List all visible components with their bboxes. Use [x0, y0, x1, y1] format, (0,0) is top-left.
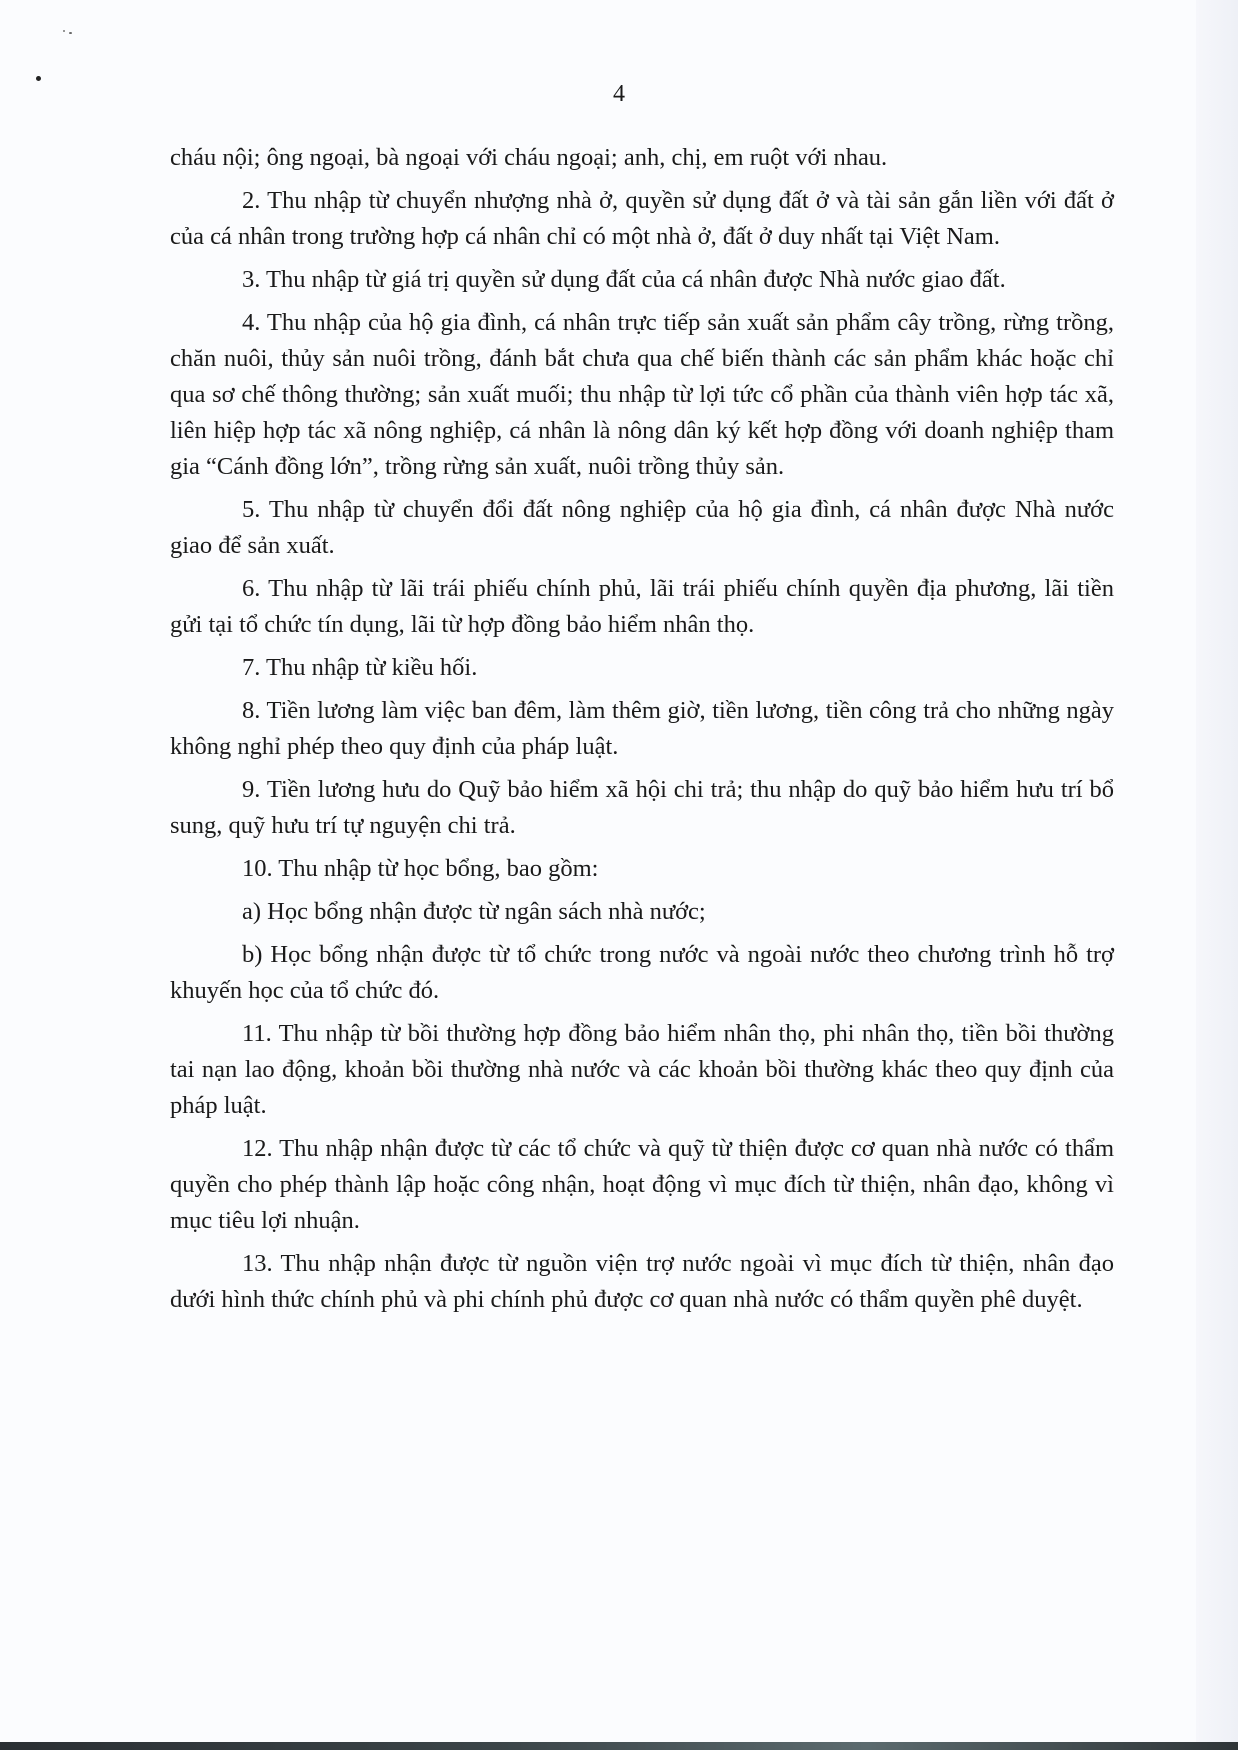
paragraph-item-3: 3. Thu nhập từ giá trị quyền sử dụng đất của cá nhân được Nhà nước giao đất. — [242, 266, 1006, 293]
paragraph-item-7: 7. Thu nhập từ kiều hối. — [242, 654, 478, 681]
paragraph-item-5: 5. Thu nhập từ chuyển đổi đất nông nghiệp của hộ gia đình, cá nhân được Nhà nước giao để sản xuất. — [170, 496, 1114, 559]
paragraph-item-13: 13. Thu nhập nhận được từ nguồn viện trợ nước ngoài vì mục đích từ thiện, nhân đạo dưới hình thức chính phủ và phi chính phủ được cơ quan nhà nước có thẩm quyền phê duyệt. — [170, 1250, 1114, 1313]
paragraph-continuation: cháu nội; ông ngoại, bà ngoại với cháu ngoại; anh, chị, em ruột với nhau. — [170, 144, 888, 171]
paragraph-item-12: 12. Thu nhập nhận được từ các tổ chức và quỹ từ thiện được cơ quan nhà nước có thẩm quyền cho phép thành lập hoặc công nhận, hoạt động vì mục đích từ thiện, nhân đạo, không vì mục tiêu lợi nhuận. — [170, 1135, 1114, 1234]
scan-shadow-right — [1196, 0, 1238, 1742]
scan-edge-bottom — [0, 1742, 1238, 1750]
document-body — [170, 140, 1114, 1325]
scan-speck — [69, 32, 72, 34]
paragraph-item-10a: a) Học bổng nhận được từ ngân sách nhà nước; — [242, 898, 706, 925]
page-number: 4 — [613, 81, 625, 107]
paragraph-item-9: 9. Tiền lương hưu do Quỹ bảo hiểm xã hội chi trả; thu nhập do quỹ bảo hiểm hưu trí bổ sung, quỹ hưu trí tự nguyện chi trả. — [170, 776, 1114, 839]
paragraph-item-2: 2. Thu nhập từ chuyển nhượng nhà ở, quyền sử dụng đất ở và tài sản gắn liền với đất ở của cá nhân trong trường hợp cá nhân chỉ có một nhà ở, đất ở duy nhất tại Việt Nam. — [170, 187, 1114, 250]
paragraph-item-10: 10. Thu nhập từ học bổng, bao gồm: — [242, 855, 599, 882]
paragraph-item-4: 4. Thu nhập của hộ gia đình, cá nhân trực tiếp sản xuất sản phẩm cây trồng, rừng trồng, chăn nuôi, thủy sản nuôi trồng, đánh bắt chưa qua chế biến thành các sản phẩm khác hoặc chỉ qua sơ chế thông thường; sản xuất muối; thu nhập từ lợi tức cổ phần của thành viên hợp tác xã, liên hiệp hợp tác xã nông nghiệp, cá nhân là nông dân ký kết hợp đồng với doanh nghiệp tham gia “Cánh đồng lớn”, trồng rừng sản xuất, nuôi trồng thủy sản. — [170, 309, 1114, 480]
paragraph-item-10b: b) Học bổng nhận được từ tổ chức trong nước và ngoài nước theo chương trình hỗ trợ khuyến học của tổ chức đó. — [170, 941, 1114, 1004]
scan-speck — [63, 30, 65, 32]
paragraph-item-11: 11. Thu nhập từ bồi thường hợp đồng bảo hiểm nhân thọ, phi nhân thọ, tiền bồi thường tai nạn lao động, khoản bồi thường nhà nước và các khoản bồi thường khác theo quy định của pháp luật. — [170, 1020, 1114, 1119]
paragraph-item-6: 6. Thu nhập từ lãi trái phiếu chính phủ, lãi trái phiếu chính quyền địa phương, lãi tiền gửi tại tổ chức tín dụng, lãi từ hợp đồng bảo hiểm nhân thọ. — [170, 575, 1114, 638]
paragraph-item-8: 8. Tiền lương làm việc ban đêm, làm thêm giờ, tiền lương, tiền công trả cho những ngày không nghỉ phép theo quy định của pháp luật. — [170, 697, 1114, 760]
